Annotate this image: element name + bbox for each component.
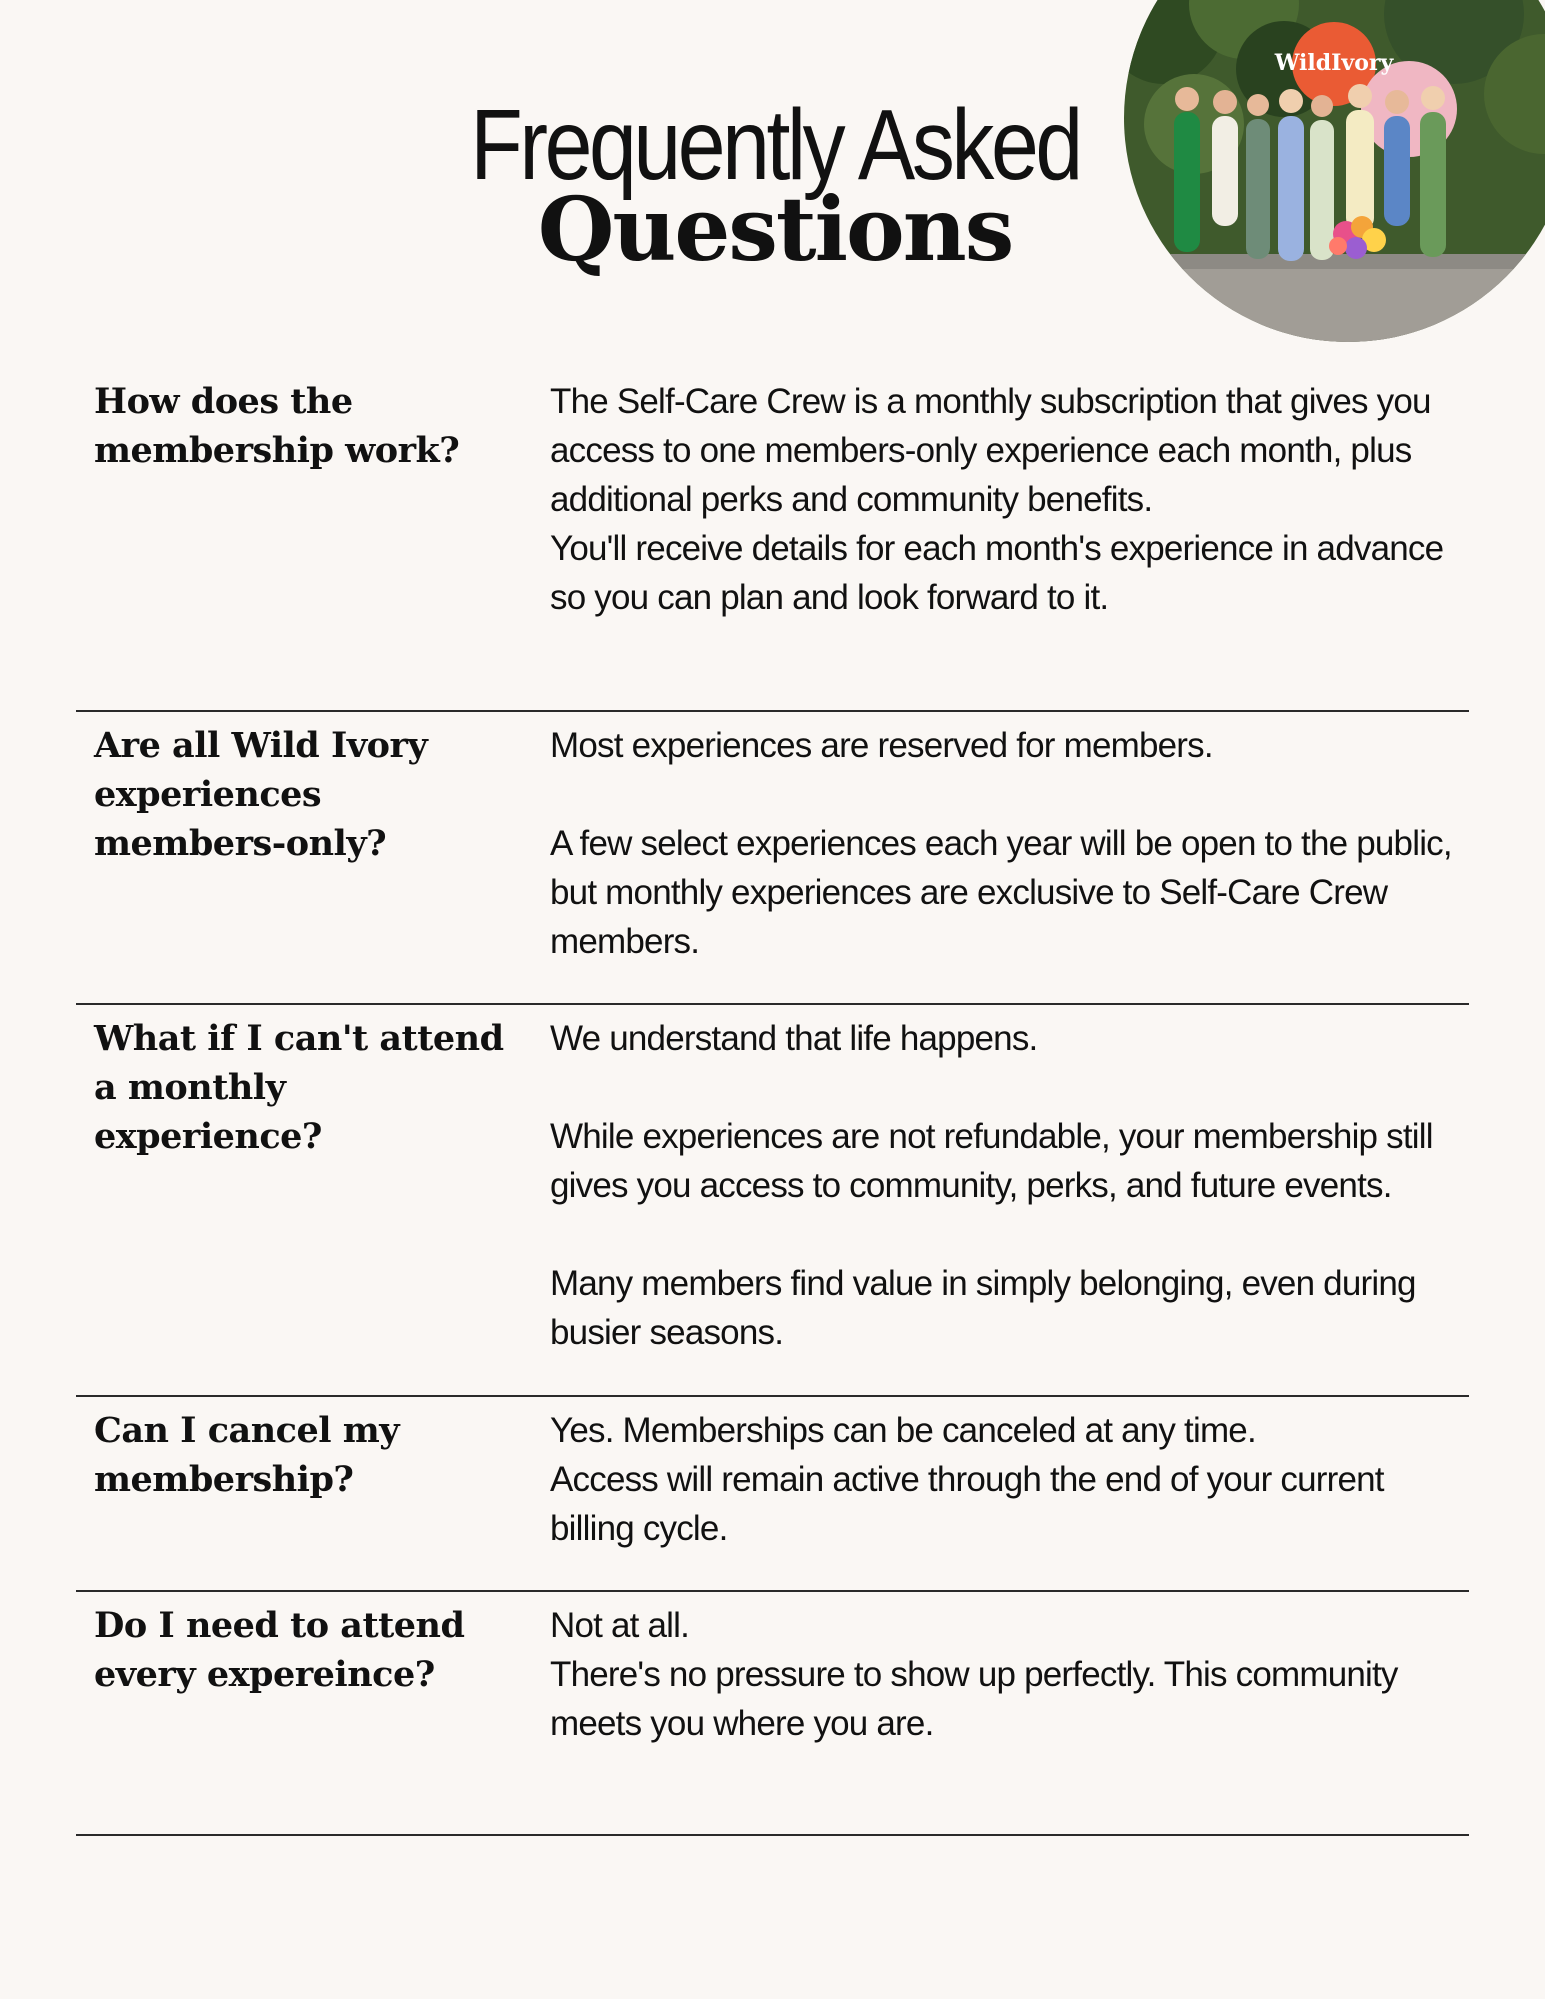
answer-paragraph: There's no pressure to show up perfectly. This community meets you where you are.	[550, 1655, 1398, 1743]
answer-paragraph: The Self-Care Crew is a monthly subscription that gives you access to one members-only experience each month, plus additional perks and community benefits.	[550, 382, 1431, 519]
divider	[76, 1590, 1469, 1592]
answer-paragraph: Many members find value in simply belonging, even during busier seasons.	[550, 1264, 1416, 1352]
faq-question: Do I need to attend every expereince?	[94, 1605, 465, 1695]
answer-paragraph: Access will remain active through the end of your current billing cycle.	[550, 1460, 1384, 1548]
faq-answer	[550, 1601, 1460, 1748]
faq-answer	[550, 1014, 1460, 1357]
divider	[76, 1834, 1469, 1836]
divider	[76, 1003, 1469, 1005]
answer-paragraph: Yes. Memberships can be canceled at any time.	[550, 1411, 1256, 1450]
faq-answer	[550, 377, 1460, 622]
answer-paragraph: Not at all.	[550, 1606, 690, 1645]
answer-paragraph: A few select experiences each year will be open to the public, but monthly experiences are exclusive to Self-Care Crew members.	[550, 824, 1452, 961]
answer-paragraph: While experiences are not refundable, your membership still gives you access to community, perks, and future events.	[550, 1117, 1433, 1205]
brand-logo-text: WildIvory	[1274, 50, 1394, 76]
faq-answer	[550, 1406, 1460, 1553]
page-title	[340, 89, 1210, 281]
faq-question: How does the membership work?	[94, 381, 460, 471]
divider	[76, 710, 1469, 712]
faq-question: Can I cancel my membership?	[94, 1410, 400, 1500]
faq-question: Are all Wild Ivory experiences members-only?	[94, 725, 428, 864]
answer-paragraph: Most experiences are reserved for members.	[550, 726, 1213, 765]
answer-paragraph: You'll receive details for each month's experience in advance so you can plan and look forward to it.	[550, 529, 1444, 617]
answer-paragraph: We understand that life happens.	[550, 1019, 1038, 1058]
group-photo	[1124, 0, 1545, 342]
title-line-2: Questions	[537, 177, 1013, 281]
divider	[76, 1395, 1469, 1397]
faq-answer	[550, 721, 1460, 966]
title-line-1: Frequently Asked	[470, 89, 1080, 201]
faq-question: What if I can't attend a monthly experience?	[94, 1018, 504, 1157]
